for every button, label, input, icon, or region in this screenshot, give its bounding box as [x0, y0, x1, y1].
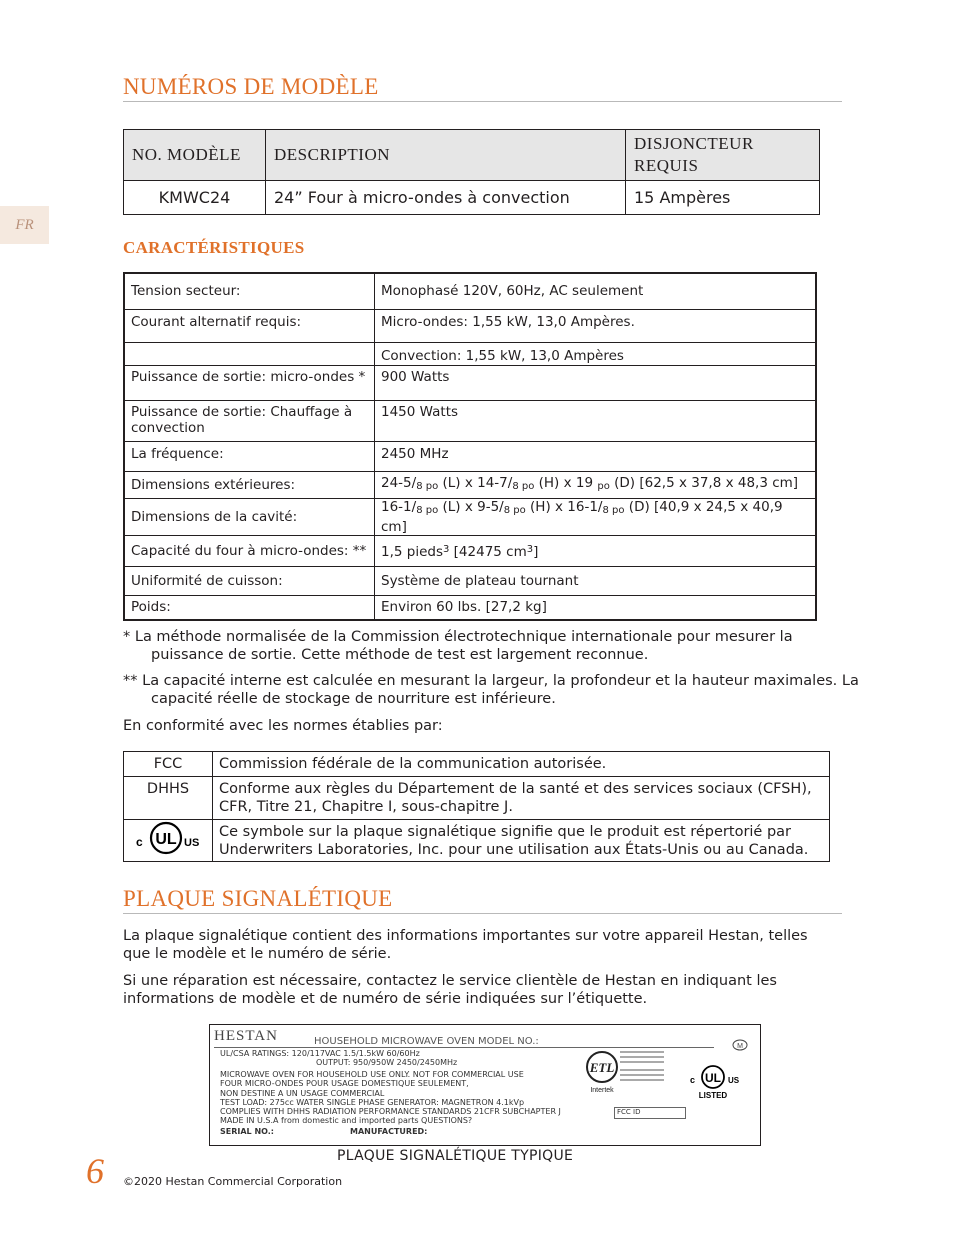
svg-text:US: US [184, 837, 200, 849]
spec-value: Convection: 1,55 kW, 13,0 Ampères [375, 342, 817, 365]
rating-plate-image [209, 1024, 761, 1146]
plate-line: TEST LOAD: 275cc WATER SINGLE PHASE GENERATOR: MAGNETRON 4.1kVp [220, 1098, 525, 1107]
conformity-intro: En conformité avec les normes établies par: [123, 718, 443, 734]
spec-value: 1450 Watts [375, 400, 817, 441]
table-row [124, 566, 816, 595]
spec-key: Courant alternatif requis: [124, 309, 375, 342]
plate-line: COMPLIES WITH DHHS RADIATION PERFORMANCE STANDARDS 21CFR SUBCHAPTER J [220, 1107, 561, 1116]
spec-key [124, 342, 375, 365]
spec-value: Système de plateau tournant [375, 566, 817, 595]
standards-table [123, 751, 830, 862]
svg-text:US: US [728, 1076, 740, 1085]
cell-model: KMWC24 [124, 181, 266, 215]
etl-fine-print [620, 1051, 664, 1081]
spec-value-ext-dims: $24-5/_{8 po}$ (L) x $14-7/_{8 po}$ (H) x 19 $_{po}$ (D) [62,5 x 37,8 x 48,3 cm] [375, 471, 817, 498]
plate-line: FOUR MICRO-ONDES POUR USAGE DOMESTIQUE SEULEMENT, [220, 1079, 469, 1088]
fcc-id-box: FCC ID [614, 1107, 686, 1119]
spec-value: Monophasé 120V, 60Hz, AC seulement [375, 273, 817, 309]
table-row [124, 471, 816, 498]
plate-line: OUTPUT: 950/950W 2450/2450MHz [316, 1058, 458, 1067]
table-row [124, 181, 820, 215]
spec-key: Capacité du four à micro-ondes: ** [124, 535, 375, 566]
spec-value: 900 Watts [375, 365, 817, 400]
table-row [124, 595, 816, 620]
svg-text:LISTED: LISTED [698, 1091, 728, 1100]
spec-value: Micro-ondes: 1,55 kW, 13,0 Ampères. [375, 309, 817, 342]
spec-key: Uniformité de cuisson: [124, 566, 375, 595]
svg-text:ETL: ETL [589, 1060, 615, 1075]
spec-key: Dimensions extérieures: [124, 471, 375, 498]
table-row [124, 273, 816, 309]
etl-listed-icon [582, 1049, 622, 1095]
cell-description: 24” Four à micro-ondes à convection [266, 181, 626, 215]
ul-certification-icon [132, 820, 204, 856]
plate-line: HOUSEHOLD MICROWAVE OVEN MODEL NO.: [314, 1036, 539, 1047]
footnote-1: * La méthode normalisée de la Commission électrotechnique internationale pour mesurer la puissance de sortie. Cette méthode de test est largement reconnue. [123, 629, 793, 663]
standard-code: DHHS [124, 777, 213, 820]
plate-line: NON DESTINE A UN USAGE COMMERCIAL [220, 1089, 385, 1098]
section-title-specs: CARACTÉRISTIQUES [123, 238, 305, 257]
table-row [124, 365, 816, 400]
table-row [124, 309, 816, 342]
svg-text:UL: UL [155, 831, 177, 848]
table-row [124, 498, 816, 535]
svg-text:c: c [690, 1075, 696, 1085]
table-row [124, 820, 830, 862]
spec-value: Environ 60 lbs. [27,2 kg] [375, 595, 817, 620]
svg-text:c: c [136, 835, 143, 849]
table-row [124, 777, 830, 820]
ul-logo-cell [124, 820, 213, 862]
header-breaker: DISJONCTEUR REQUIS [626, 130, 820, 181]
spec-value-cavity-dims: $16-1/_{8 po}$ (L) x $9-5/_{8 po}$ (H) x $16-1/_{8 po}$ (D) [40,9 x 24,5 x 40,9 cm] [375, 498, 817, 535]
footnote-2: ** La capacité interne est calculée en mesurant la largeur, la profondeur et la hauteur maximales. La capacité réelle de stockage de nourriture est inférieure. [123, 673, 859, 707]
rating-plate-paragraph-2: Si une réparation est nécessaire, contactez le service clientèle de Hestan en indiquant les informations de modèle et de numéro de série indiquées sur l’étiquette. [123, 973, 777, 1007]
svg-text:UL: UL [705, 1071, 721, 1085]
page-number: 6 [86, 1151, 104, 1191]
ul-listed-icon [688, 1063, 748, 1101]
plate-line: UL/CSA RATINGS: 120/117VAC 1.5/1.5kW 60/60Hz [220, 1049, 420, 1058]
standard-code: FCC [124, 752, 213, 777]
spec-key: Poids: [124, 595, 375, 620]
specifications-table [123, 272, 817, 621]
spec-key: La fréquence: [124, 441, 375, 471]
plate-line: MADE IN U.S.A from domestic and imported parts QUESTIONS? [220, 1116, 473, 1125]
plate-serial: SERIAL NO.: [220, 1127, 274, 1136]
table-row [124, 752, 830, 777]
table-header-row [124, 130, 820, 181]
language-tab: FR [0, 206, 49, 244]
rating-plate-paragraph-1: La plaque signalétique contient des informations importantes sur votre appareil Hestan, telles que le modèle et le numéro de série. [123, 928, 808, 962]
table-row [124, 400, 816, 441]
standard-text: Ce symbole sur la plaque signalétique signifie que le produit est répertorié par Underwriters Laboratories, Inc. pour une utilisation aux États-Unis ou au Canada. [213, 820, 830, 862]
plate-brand: HESTAN [214, 1028, 278, 1044]
standard-text: Conforme aux règles du Département de la santé et des services sociaux (CFSH), CFR, Titre 21, Chapitre I, sous-chapitre J. [213, 777, 830, 820]
cell-breaker: 15 Ampères [626, 181, 820, 215]
svg-text:Intertek: Intertek [590, 1087, 614, 1094]
table-row [124, 342, 816, 365]
spec-key: Tension secteur: [124, 273, 375, 309]
section-title-rating-plate: PLAQUE SIGNALÉTIQUE [123, 886, 842, 914]
svg-text:M: M [737, 1043, 743, 1050]
header-description: DESCRIPTION [266, 130, 626, 181]
spec-key: Puissance de sortie: Chauffage à convection [124, 400, 375, 441]
plate-manufactured: MANUFACTURED: [350, 1127, 428, 1136]
spec-value-capacity: 1,5 pieds$^3$ [42475 $cm^3$] [375, 535, 817, 566]
spec-key: Puissance de sortie: micro-ondes * [124, 365, 375, 400]
standard-text: Commission fédérale de la communication autorisée. [213, 752, 830, 777]
table-row [124, 535, 816, 566]
spec-key: Dimensions de la cavité: [124, 498, 375, 535]
rating-plate-caption: PLAQUE SIGNALÉTIQUE TYPIQUE [337, 1148, 574, 1164]
table-row [124, 441, 816, 471]
copyright: ©2020 Hestan Commercial Corporation [123, 1175, 343, 1188]
model-numbers-table [123, 129, 820, 215]
spec-value: 2450 MHz [375, 441, 817, 471]
plate-line: MICROWAVE OVEN FOR HOUSEHOLD USE ONLY. NOT FOR COMMERCIAL USE [220, 1070, 524, 1079]
plate-divider [214, 1047, 714, 1048]
section-title-model-numbers: NUMÉROS DE MODÈLE [123, 74, 842, 102]
header-model-no: NO. MODÈLE [124, 130, 266, 181]
plate-m-icon [732, 1039, 748, 1051]
